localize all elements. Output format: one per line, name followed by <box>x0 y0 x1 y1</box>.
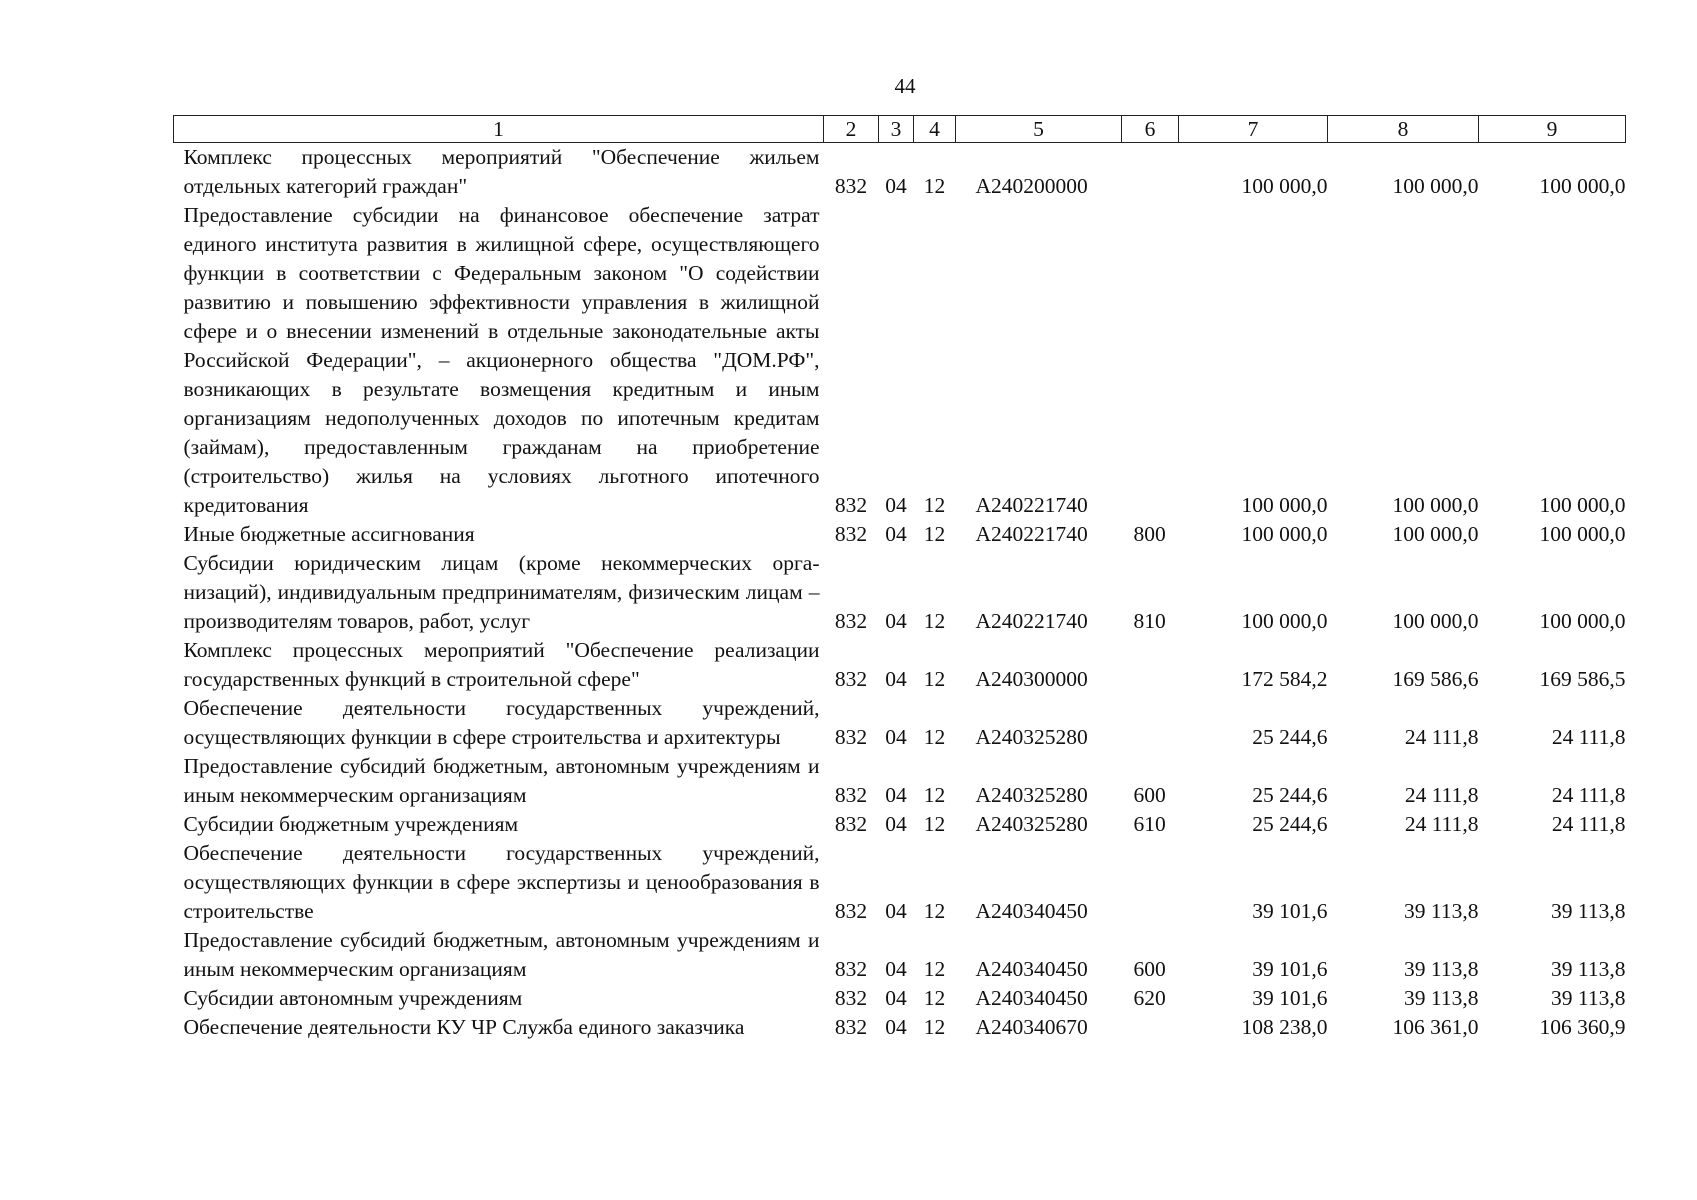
amount-year-2: 106 361,0 <box>1392 1015 1479 1039</box>
ministry-code: 832 <box>834 783 868 807</box>
target-article-code: А240340670 <box>975 1015 1088 1039</box>
section-code: 04 <box>885 986 907 1010</box>
subsection-code: 12 <box>923 174 946 198</box>
expense-type-code <box>1122 143 1179 202</box>
amount-year-3: 100 000,0 <box>1539 493 1626 517</box>
section-code: 04 <box>885 493 907 517</box>
column-header: 7 <box>1179 116 1328 143</box>
subsection-code: 12 <box>923 783 946 807</box>
subsection-code: 12 <box>923 522 946 546</box>
table-row <box>174 839 1626 926</box>
section-code: 04 <box>885 783 907 807</box>
budget-table <box>173 115 1626 1042</box>
subsection-code: 12 <box>923 493 946 517</box>
row-name: Предоставление субсидий бюджетным, автономным учреждениям и иным некоммерческим организациям <box>183 754 820 807</box>
amount-year-3: 106 360,9 <box>1539 1015 1626 1039</box>
subsection-code: 12 <box>923 609 946 633</box>
amount-year-1: 39 101,6 <box>1252 986 1328 1010</box>
amount-year-2: 24 111,8 <box>1404 812 1479 836</box>
page-number: 44 <box>894 74 916 98</box>
table-row <box>174 520 1626 549</box>
column-header: 1 <box>174 116 824 143</box>
expense-type-code <box>1122 636 1179 694</box>
amount-year-3: 24 111,8 <box>1551 812 1626 836</box>
column-header: 2 <box>824 116 879 143</box>
section-code: 04 <box>885 174 907 198</box>
expense-type-code: 800 <box>1133 522 1166 546</box>
target-article-code: А240221740 <box>975 609 1088 633</box>
amount-year-2: 24 111,8 <box>1404 783 1479 807</box>
amount-year-1: 39 101,6 <box>1252 957 1328 981</box>
table-row <box>174 810 1626 839</box>
column-header: 3 <box>879 116 914 143</box>
subsection-code: 12 <box>923 725 946 749</box>
table-row <box>174 926 1626 984</box>
ministry-code: 832 <box>834 493 868 517</box>
amount-year-1: 25 244,6 <box>1252 725 1328 749</box>
section-code: 04 <box>885 667 907 691</box>
target-article-code: А240325280 <box>975 725 1088 749</box>
target-article-code: А240325280 <box>975 783 1088 807</box>
amount-year-2: 100 000,0 <box>1392 522 1479 546</box>
table-row <box>174 549 1626 636</box>
subsection-code: 12 <box>923 957 946 981</box>
table-row <box>174 636 1626 694</box>
table-row <box>174 752 1626 810</box>
row-name: Комплекс процессных мероприятий "Обеспечение жильем отдельных категорий граждан" <box>183 145 820 198</box>
amount-year-3: 100 000,0 <box>1539 522 1626 546</box>
amount-year-3: 24 111,8 <box>1551 783 1626 807</box>
target-article-code: А240340450 <box>975 957 1088 981</box>
subsection-code: 12 <box>923 667 946 691</box>
amount-year-1: 39 101,6 <box>1252 899 1328 923</box>
expense-type-code <box>1122 839 1179 926</box>
target-article-code: А240340450 <box>975 899 1088 923</box>
amount-year-3: 39 113,8 <box>1551 899 1626 923</box>
amount-year-3: 24 111,8 <box>1551 725 1626 749</box>
subsection-code: 12 <box>923 986 946 1010</box>
amount-year-2: 39 113,8 <box>1404 986 1479 1010</box>
row-name: Комплекс процессных мероприятий "Обеспечение реализации государственных функций в строительной сфере" <box>183 638 820 691</box>
ministry-code: 832 <box>834 986 868 1010</box>
target-article-code: А240221740 <box>975 522 1088 546</box>
amount-year-2: 100 000,0 <box>1392 493 1479 517</box>
row-name: Обеспечение деятельности КУ ЧР Служба единого заказчика <box>183 1015 745 1039</box>
subsection-code: 12 <box>923 899 946 923</box>
expense-type-code <box>1122 694 1179 752</box>
amount-year-1: 25 244,6 <box>1252 783 1328 807</box>
ministry-code: 832 <box>834 725 868 749</box>
section-code: 04 <box>885 899 907 923</box>
section-code: 04 <box>885 522 907 546</box>
expense-type-code: 620 <box>1133 986 1166 1010</box>
table-header-row <box>174 116 1626 143</box>
row-name: Иные бюджетные ассигнования <box>183 522 475 546</box>
subsection-code: 12 <box>923 812 946 836</box>
target-article-code: А240300000 <box>975 667 1088 691</box>
amount-year-1: 100 000,0 <box>1241 609 1328 633</box>
table-body <box>174 143 1626 1043</box>
ministry-code: 832 <box>834 899 868 923</box>
row-name: Субсидии бюджетным учреждениям <box>183 812 519 836</box>
expense-type-code: 600 <box>1133 783 1166 807</box>
amount-year-1: 100 000,0 <box>1241 522 1328 546</box>
amount-year-1: 100 000,0 <box>1241 493 1328 517</box>
row-name: Предоставление субсидии на финансовое обеспечение затрат единого института развития в жилищной сфере, осуществляющего функции в соответствии с Федеральным законом "О содействии развитию и повышению эффективности управления в жилищной сфере и о внесении изменений в отдельные законодательные акты Российской Федерации", – акционерного общества "ДОМ.РФ", возникающих в результате возмещения кредитным и иным организациям недополученных доходов по ипотечным кредитам (займам), предоставленным гражданам на приобретение (строительство) жилья на условиях льготного ипотечного кредитования <box>183 203 820 517</box>
amount-year-2: 169 586,6 <box>1392 667 1479 691</box>
ministry-code: 832 <box>834 609 868 633</box>
subsection-code: 12 <box>923 1015 946 1039</box>
ministry-code: 832 <box>834 522 868 546</box>
section-code: 04 <box>885 1015 907 1039</box>
target-article-code: А240200000 <box>975 174 1088 198</box>
ministry-code: 832 <box>834 667 868 691</box>
amount-year-2: 24 111,8 <box>1404 725 1479 749</box>
section-code: 04 <box>885 725 907 749</box>
target-article-code: А240221740 <box>975 493 1088 517</box>
amount-year-1: 100 000,0 <box>1241 174 1328 198</box>
amount-year-3: 39 113,8 <box>1551 957 1626 981</box>
table-row <box>174 694 1626 752</box>
amount-year-2: 39 113,8 <box>1404 957 1479 981</box>
row-name: Обеспечение деятельности государственных учреждений, осуществляющих функции в сфере строительства и архитектуры <box>183 696 820 749</box>
amount-year-2: 39 113,8 <box>1404 899 1479 923</box>
column-header: 5 <box>956 116 1122 143</box>
amount-year-1: 108 238,0 <box>1241 1015 1328 1039</box>
table-row <box>174 984 1626 1013</box>
amount-year-2: 100 000,0 <box>1392 174 1479 198</box>
section-code: 04 <box>885 957 907 981</box>
ministry-code: 832 <box>834 812 868 836</box>
amount-year-3: 100 000,0 <box>1539 174 1626 198</box>
table-row <box>174 1013 1626 1042</box>
column-header: 6 <box>1122 116 1179 143</box>
row-name: Субсидии автономным учреждениям <box>183 986 523 1010</box>
row-name: Субсидии юридическим лицам (кроме некоммерческих организаций), индивидуальным предпринимателям, физическим лицам – производителям товаров, работ, услуг <box>183 551 820 633</box>
column-header: 8 <box>1328 116 1479 143</box>
amount-year-1: 172 584,2 <box>1241 667 1328 691</box>
section-code: 04 <box>885 609 907 633</box>
expense-type-code <box>1122 1013 1179 1042</box>
expense-type-code: 600 <box>1133 957 1166 981</box>
table-row <box>174 201 1626 520</box>
expense-type-code: 610 <box>1133 812 1166 836</box>
row-name: Предоставление субсидий бюджетным, автономным учреждениям и иным некоммерческим организациям <box>183 928 820 981</box>
amount-year-3: 100 000,0 <box>1539 609 1626 633</box>
amount-year-1: 25 244,6 <box>1252 812 1328 836</box>
ministry-code: 832 <box>834 1015 868 1039</box>
amount-year-2: 100 000,0 <box>1392 609 1479 633</box>
ministry-code: 832 <box>834 174 868 198</box>
ministry-code: 832 <box>834 957 868 981</box>
table-row <box>174 143 1626 202</box>
target-article-code: А240325280 <box>975 812 1088 836</box>
section-code: 04 <box>885 812 907 836</box>
expense-type-code <box>1122 201 1179 520</box>
column-header: 9 <box>1479 116 1626 143</box>
expense-type-code: 810 <box>1133 609 1166 633</box>
amount-year-3: 169 586,5 <box>1539 667 1626 691</box>
target-article-code: А240340450 <box>975 986 1088 1010</box>
row-name: Обеспечение деятельности государственных учреждений, осуществляющих функции в сфере экспертизы и ценообразования в строительстве <box>183 841 820 923</box>
column-header: 4 <box>914 116 956 143</box>
amount-year-3: 39 113,8 <box>1551 986 1626 1010</box>
